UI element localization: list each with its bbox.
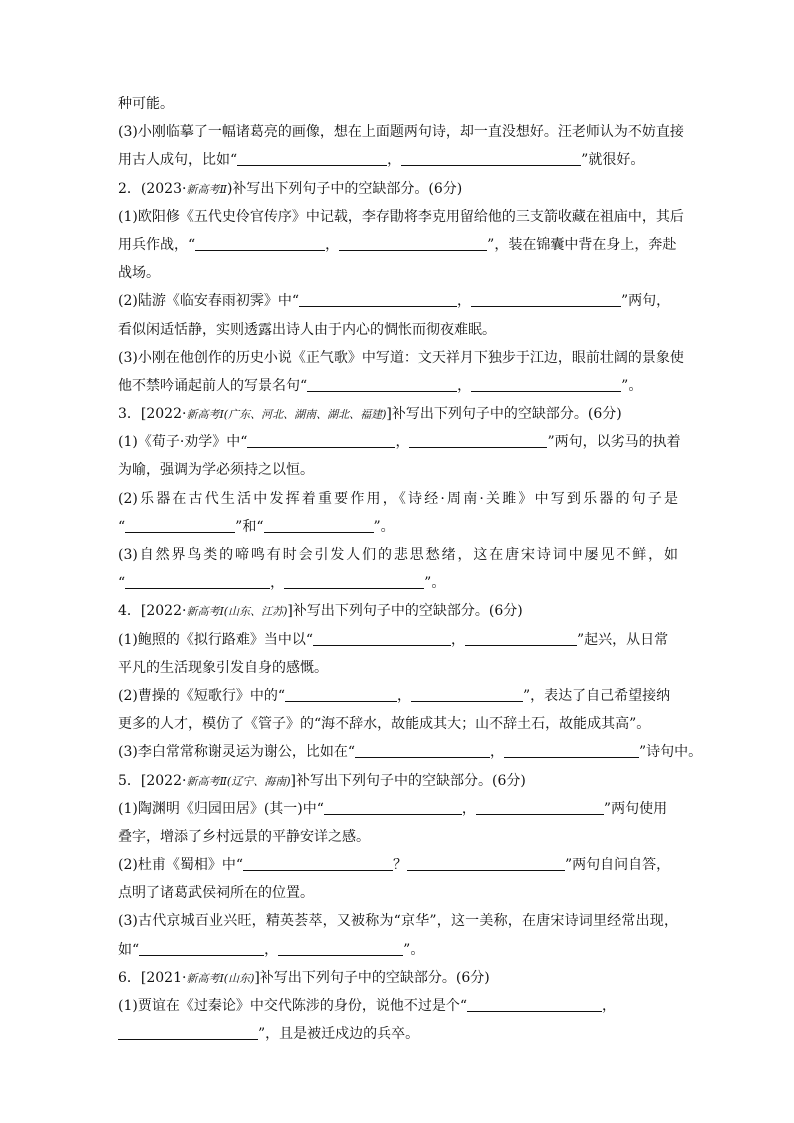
exam-source-tag: 新高考Ⅱ <box>186 182 227 196</box>
text-segment: ”，且是被迁戍边的兵卒。 <box>258 1026 420 1043</box>
answer-blank[interactable] <box>125 518 235 533</box>
text-segment: (1)《荀子·劝学》中“ <box>118 434 248 451</box>
text-segment: )补写出下列句子中的空缺部分。(6分) <box>226 180 463 197</box>
text-line <box>118 287 678 315</box>
text-line <box>118 569 678 597</box>
text-line <box>118 428 681 456</box>
text-segment: (3)小刚临摹了一幅诸葛亮的画像，想在上面题两句诗，却一直没想好。汪老师认为不妨直接 <box>118 124 684 141</box>
text-segment: ]补写出下列句子中的空缺部分。(6分) <box>386 406 622 423</box>
text-segment: (3)李白常常称谢灵运为谢公，比如在“ <box>118 744 355 761</box>
text-segment: ， <box>602 998 616 1014</box>
text-segment: ， <box>451 631 465 648</box>
text-segment: 2．(2023· <box>118 180 187 197</box>
text-line <box>118 597 678 625</box>
text-segment: ”，装在锦囊中背在身上，奔赴 <box>487 236 677 253</box>
text-line <box>118 456 678 484</box>
text-segment: ， <box>387 152 402 169</box>
text-line <box>118 710 678 738</box>
text-segment: 4．[2022· <box>118 603 187 620</box>
text-segment: ， <box>461 800 476 817</box>
text-segment: 用古人成句，比如“ <box>118 152 238 169</box>
text-line <box>118 231 678 259</box>
text-segment: ”。 <box>373 518 395 535</box>
exam-source-tag: 新高考Ⅰ(广东、河北、湖南、湖北、福建) <box>186 408 387 422</box>
answer-blank[interactable] <box>339 236 487 251</box>
answer-blank[interactable] <box>465 631 577 646</box>
exam-source-tag: 新高考Ⅱ(辽宁、海南) <box>186 774 291 788</box>
text-segment: ？ <box>393 857 407 874</box>
text-segment: 3．[2022· <box>118 406 187 423</box>
text-segment: (1)陶渊明《归园田居》(其一)中“ <box>118 800 324 817</box>
answer-blank[interactable] <box>299 292 457 307</box>
text-segment: ， <box>325 236 340 253</box>
answer-blank[interactable] <box>118 1025 258 1040</box>
text-segment: ， <box>457 377 472 394</box>
answer-blank[interactable] <box>195 236 325 251</box>
text-segment: ”两句，以劣马的执着 <box>547 434 681 451</box>
text-segment: (1)贾谊在《过秦论》中交代陈涉的身份，说他不过是个“ <box>118 998 467 1014</box>
text-segment: ]补写出下列句子中的空缺部分。(6分) <box>287 603 523 620</box>
answer-blank[interactable] <box>504 743 639 758</box>
answer-blank[interactable] <box>471 292 621 307</box>
document-page <box>118 90 703 1048</box>
text-segment: 为喻，强调为学必须持之以恒。 <box>118 462 314 479</box>
text-line <box>118 118 684 146</box>
answer-blank[interactable] <box>125 574 270 589</box>
answer-blank[interactable] <box>313 631 451 646</box>
text-line <box>118 90 678 118</box>
text-line <box>118 879 678 907</box>
text-segment: 如“ <box>118 941 140 958</box>
text-line <box>118 654 678 682</box>
answer-blank[interactable] <box>247 433 395 448</box>
text-segment: ， <box>457 293 471 310</box>
text-segment: ， <box>264 941 279 958</box>
text-segment: (3)小刚在他创作的历史小说《正气歌》中写道：文天祥月下独步于江边，眼前壮阔的景象使 <box>118 349 684 366</box>
text-line <box>118 1020 678 1048</box>
answer-blank[interactable] <box>278 941 403 956</box>
text-line <box>118 964 678 992</box>
text-line <box>118 316 678 344</box>
text-line <box>118 626 678 654</box>
text-line <box>118 372 678 400</box>
text-segment: (3)自然界鸟类的啼鸣有时会引发人们的悲思愁绪，这在唐宋诗词中屡见不鲜，如 <box>118 547 678 563</box>
answer-blank[interactable] <box>409 433 547 448</box>
answer-blank[interactable] <box>285 687 397 702</box>
text-line <box>118 259 678 287</box>
text-line <box>118 203 684 231</box>
text-segment: “ <box>118 575 126 592</box>
text-segment: “ <box>118 518 126 535</box>
answer-blank[interactable] <box>237 151 387 166</box>
answer-blank[interactable] <box>467 997 602 1012</box>
answer-blank[interactable] <box>355 743 490 758</box>
text-segment: ， <box>395 434 410 451</box>
text-line <box>118 400 678 428</box>
text-line <box>118 513 678 541</box>
text-segment: ”就很好。 <box>581 152 645 169</box>
answer-blank[interactable] <box>476 800 604 815</box>
text-line <box>118 823 678 851</box>
text-segment: 他不禁吟诵起前人的写景名句“ <box>118 377 308 394</box>
text-segment: (2)杜甫《蜀相》中“ <box>118 857 243 874</box>
answer-blank[interactable] <box>407 856 565 871</box>
exam-source-tag: 新高考Ⅰ(山东、江苏) <box>186 605 288 619</box>
answer-blank[interactable] <box>243 856 393 871</box>
text-segment: ”。 <box>621 377 643 394</box>
answer-blank[interactable] <box>471 377 621 392</box>
text-line <box>118 175 678 203</box>
text-line <box>118 146 678 174</box>
text-segment: ”和“ <box>235 518 264 535</box>
text-segment: ， <box>270 575 285 592</box>
answer-blank[interactable] <box>401 151 581 166</box>
answer-blank[interactable] <box>139 941 264 956</box>
answer-blank[interactable] <box>324 800 462 815</box>
text-line <box>118 682 678 710</box>
exam-source-tag: 新高考Ⅰ(山东) <box>186 971 255 985</box>
text-segment: ]补写出下列句子中的空缺部分。(6分) <box>290 772 526 789</box>
text-segment: (2)乐器在古代生活中发挥着重要作用，《诗经·周南·关雎》中写到乐器的句子是 <box>118 490 678 507</box>
text-line <box>118 541 678 569</box>
text-segment: ”起兴，从日常 <box>577 631 669 648</box>
answer-blank[interactable] <box>264 518 374 533</box>
text-segment: 点明了诸葛武侯祠所在的位置。 <box>118 885 314 902</box>
text-segment: 用兵作战，“ <box>118 236 196 253</box>
text-segment: 种可能。 <box>118 96 174 112</box>
text-line <box>118 767 678 795</box>
text-segment: ”。 <box>424 575 446 592</box>
text-segment: 平凡的生活现象引发自身的感慨。 <box>118 659 328 676</box>
answer-blank[interactable] <box>411 687 523 702</box>
text-segment: ”两句， <box>621 293 671 310</box>
text-segment: (3)古代京城百业兴旺，精英荟萃，又被称为“京华”，这一美称，在唐宋诗词里经常出现， <box>118 913 678 930</box>
text-segment: ]补写出下列句子中的空缺部分。(6分) <box>254 969 490 986</box>
text-segment: 战场。 <box>118 265 160 282</box>
text-segment: (2)曹操的《短歌行》中的“ <box>118 687 285 704</box>
answer-blank[interactable] <box>307 377 457 392</box>
text-line <box>118 851 678 879</box>
text-segment: (2)陆游《临安春雨初霁》中“ <box>118 293 299 310</box>
text-segment: ， <box>490 744 504 761</box>
text-line <box>118 344 684 372</box>
text-segment: 更多的人才，模仿了《管子》的“海不辞水，故能成其大；山不辞土石，故能成其高”。 <box>118 716 651 733</box>
text-line <box>118 992 678 1020</box>
text-segment: 5．[2022· <box>118 772 187 789</box>
text-line <box>118 795 678 823</box>
text-line <box>118 738 703 766</box>
text-line <box>118 936 678 964</box>
text-line <box>118 907 678 935</box>
text-segment: ”，表达了自己希望接纳 <box>523 687 671 704</box>
text-segment: ， <box>397 687 411 704</box>
text-segment: ”。 <box>403 941 425 958</box>
text-segment: 看似闲适恬静，实则透露出诗人由于内心的惆怅而彻夜难眠。 <box>118 321 496 338</box>
text-line <box>118 485 678 513</box>
answer-blank[interactable] <box>284 574 424 589</box>
text-segment: ”诗句中。 <box>639 744 703 761</box>
text-segment: ”两句使用 <box>603 800 668 817</box>
text-segment: ”两句自问自答， <box>565 857 671 874</box>
text-segment: 6．[2021· <box>118 969 187 986</box>
text-segment: (1)鲍照的《拟行路难》当中以“ <box>118 631 313 648</box>
text-segment: 叠字，增添了乡村远景的平静安详之感。 <box>118 828 370 845</box>
text-segment: (1)欧阳修《五代史伶官传序》中记载，李存勖将李克用留给他的三支箭收藏在祖庙中，其后 <box>118 208 684 225</box>
